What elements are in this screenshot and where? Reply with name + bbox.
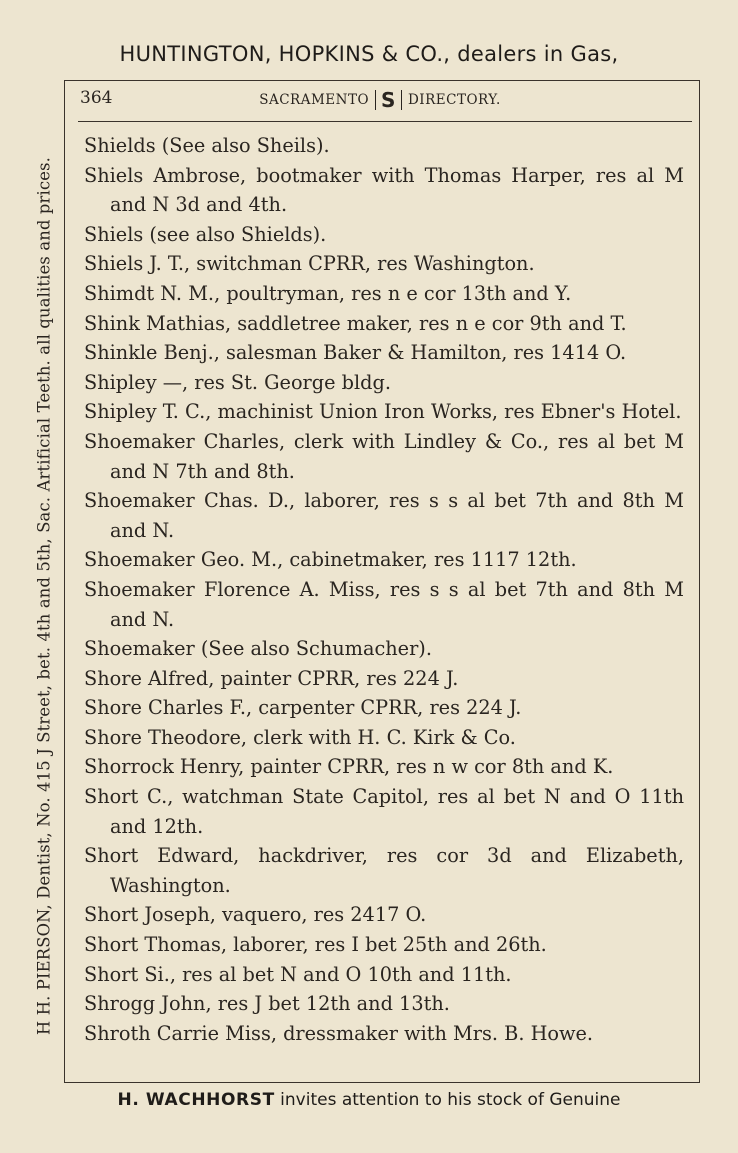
bottom-advertisement [0,1090,738,1110]
section-letter: S [375,90,402,110]
directory-entry: Shore Charles F., carpenter CPRR, res 224 J. [84,696,522,720]
directory-entry: Shoemaker Charles, clerk with Lindley & Co., res al bet M and N 7th and 8th. [84,429,684,483]
directory-entry: Shiels J. T., switchman CPRR, res Washington. [84,252,535,276]
directory-entry: Shore Theodore, clerk with H. C. Kirk & Co. [84,725,516,749]
top-advertisement: HUNTINGTON, HOPKINS & CO., dealers in Gas, [119,42,619,66]
directory-entry: Shinkle Benj., salesman Baker & Hamilton, res 1414 O. [84,341,627,365]
directory-entry: Shrogg John, res J bet 12th and 13th. [84,992,450,1016]
running-head-section: DIRECTORY. [407,92,501,108]
directory-entry: Shiels Ambrose, bootmaker with Thomas Harper, res al M and N 3d and 4th. [84,163,684,217]
directory-entry: Short Thomas, laborer, res I bet 25th and 26th. [84,933,547,957]
directory-entry: Short C., watchman State Capitol, res al bet N and O 11th and 12th. [84,785,684,838]
directory-entry: Shoemaker Chas. D., laborer, res s s al bet 7th and 8th M and N. [84,489,684,542]
directory-entry: Shipley T. C., machinist Union Iron Works, res Ebner's Hotel. [84,400,682,424]
directory-entry: Shink Mathias, saddletree maker, res n e cor 9th and T. [84,311,627,335]
side-advertisement-text: H H. PIERSON, Dentist, No. 415 J Street, bet. 4th and 5th, Sac. Artificial Teeth. all qualities and prices. [34,156,54,1036]
running-head-city: SACRAMENTO [259,92,370,108]
running-header [80,88,680,114]
directory-entry: Shoemaker Geo. M., cabinetmaker, res 1117 12th. [84,548,577,572]
running-head-title [80,90,680,110]
header-rule [78,121,692,122]
directory-entry: Shorrock Henry, painter CPRR, res n w cor 8th and K. [84,755,614,779]
page-number: 364 [80,88,113,108]
directory-entry: Shimdt N. M., poultryman, res n e cor 13th and Y. [84,281,572,305]
advertiser-name: H. WACHHORST [117,1090,275,1110]
directory-entry: Shields (See also Sheils). [84,134,330,157]
directory-entry: Shore Alfred, painter CPRR, res 224 J. [84,666,459,690]
directory-entry: Shiels (see also Shields). [84,222,327,246]
directory-entry: Shroth Carrie Miss, dressmaker with Mrs. B. Howe. [84,1021,594,1045]
directory-entry: Shipley —, res St. George bldg. [84,370,391,394]
directory-entry: Shoemaker Florence A. Miss, res s s al bet 7th and 8th M and N. [84,577,684,631]
directory-entry: Short Joseph, vaquero, res 2417 O. [84,903,427,927]
directory-entries [84,131,684,1048]
directory-entry: Short Si., res al bet N and O 10th and 11th. [84,962,512,986]
directory-entry: Shoemaker (See also Schumacher). [84,637,432,661]
directory-entry: Short Edward, hackdriver, res cor 3d and Elizabeth, Washington. [84,844,684,897]
advertisement-text: invites attention to his stock of Genuine [274,1090,621,1110]
